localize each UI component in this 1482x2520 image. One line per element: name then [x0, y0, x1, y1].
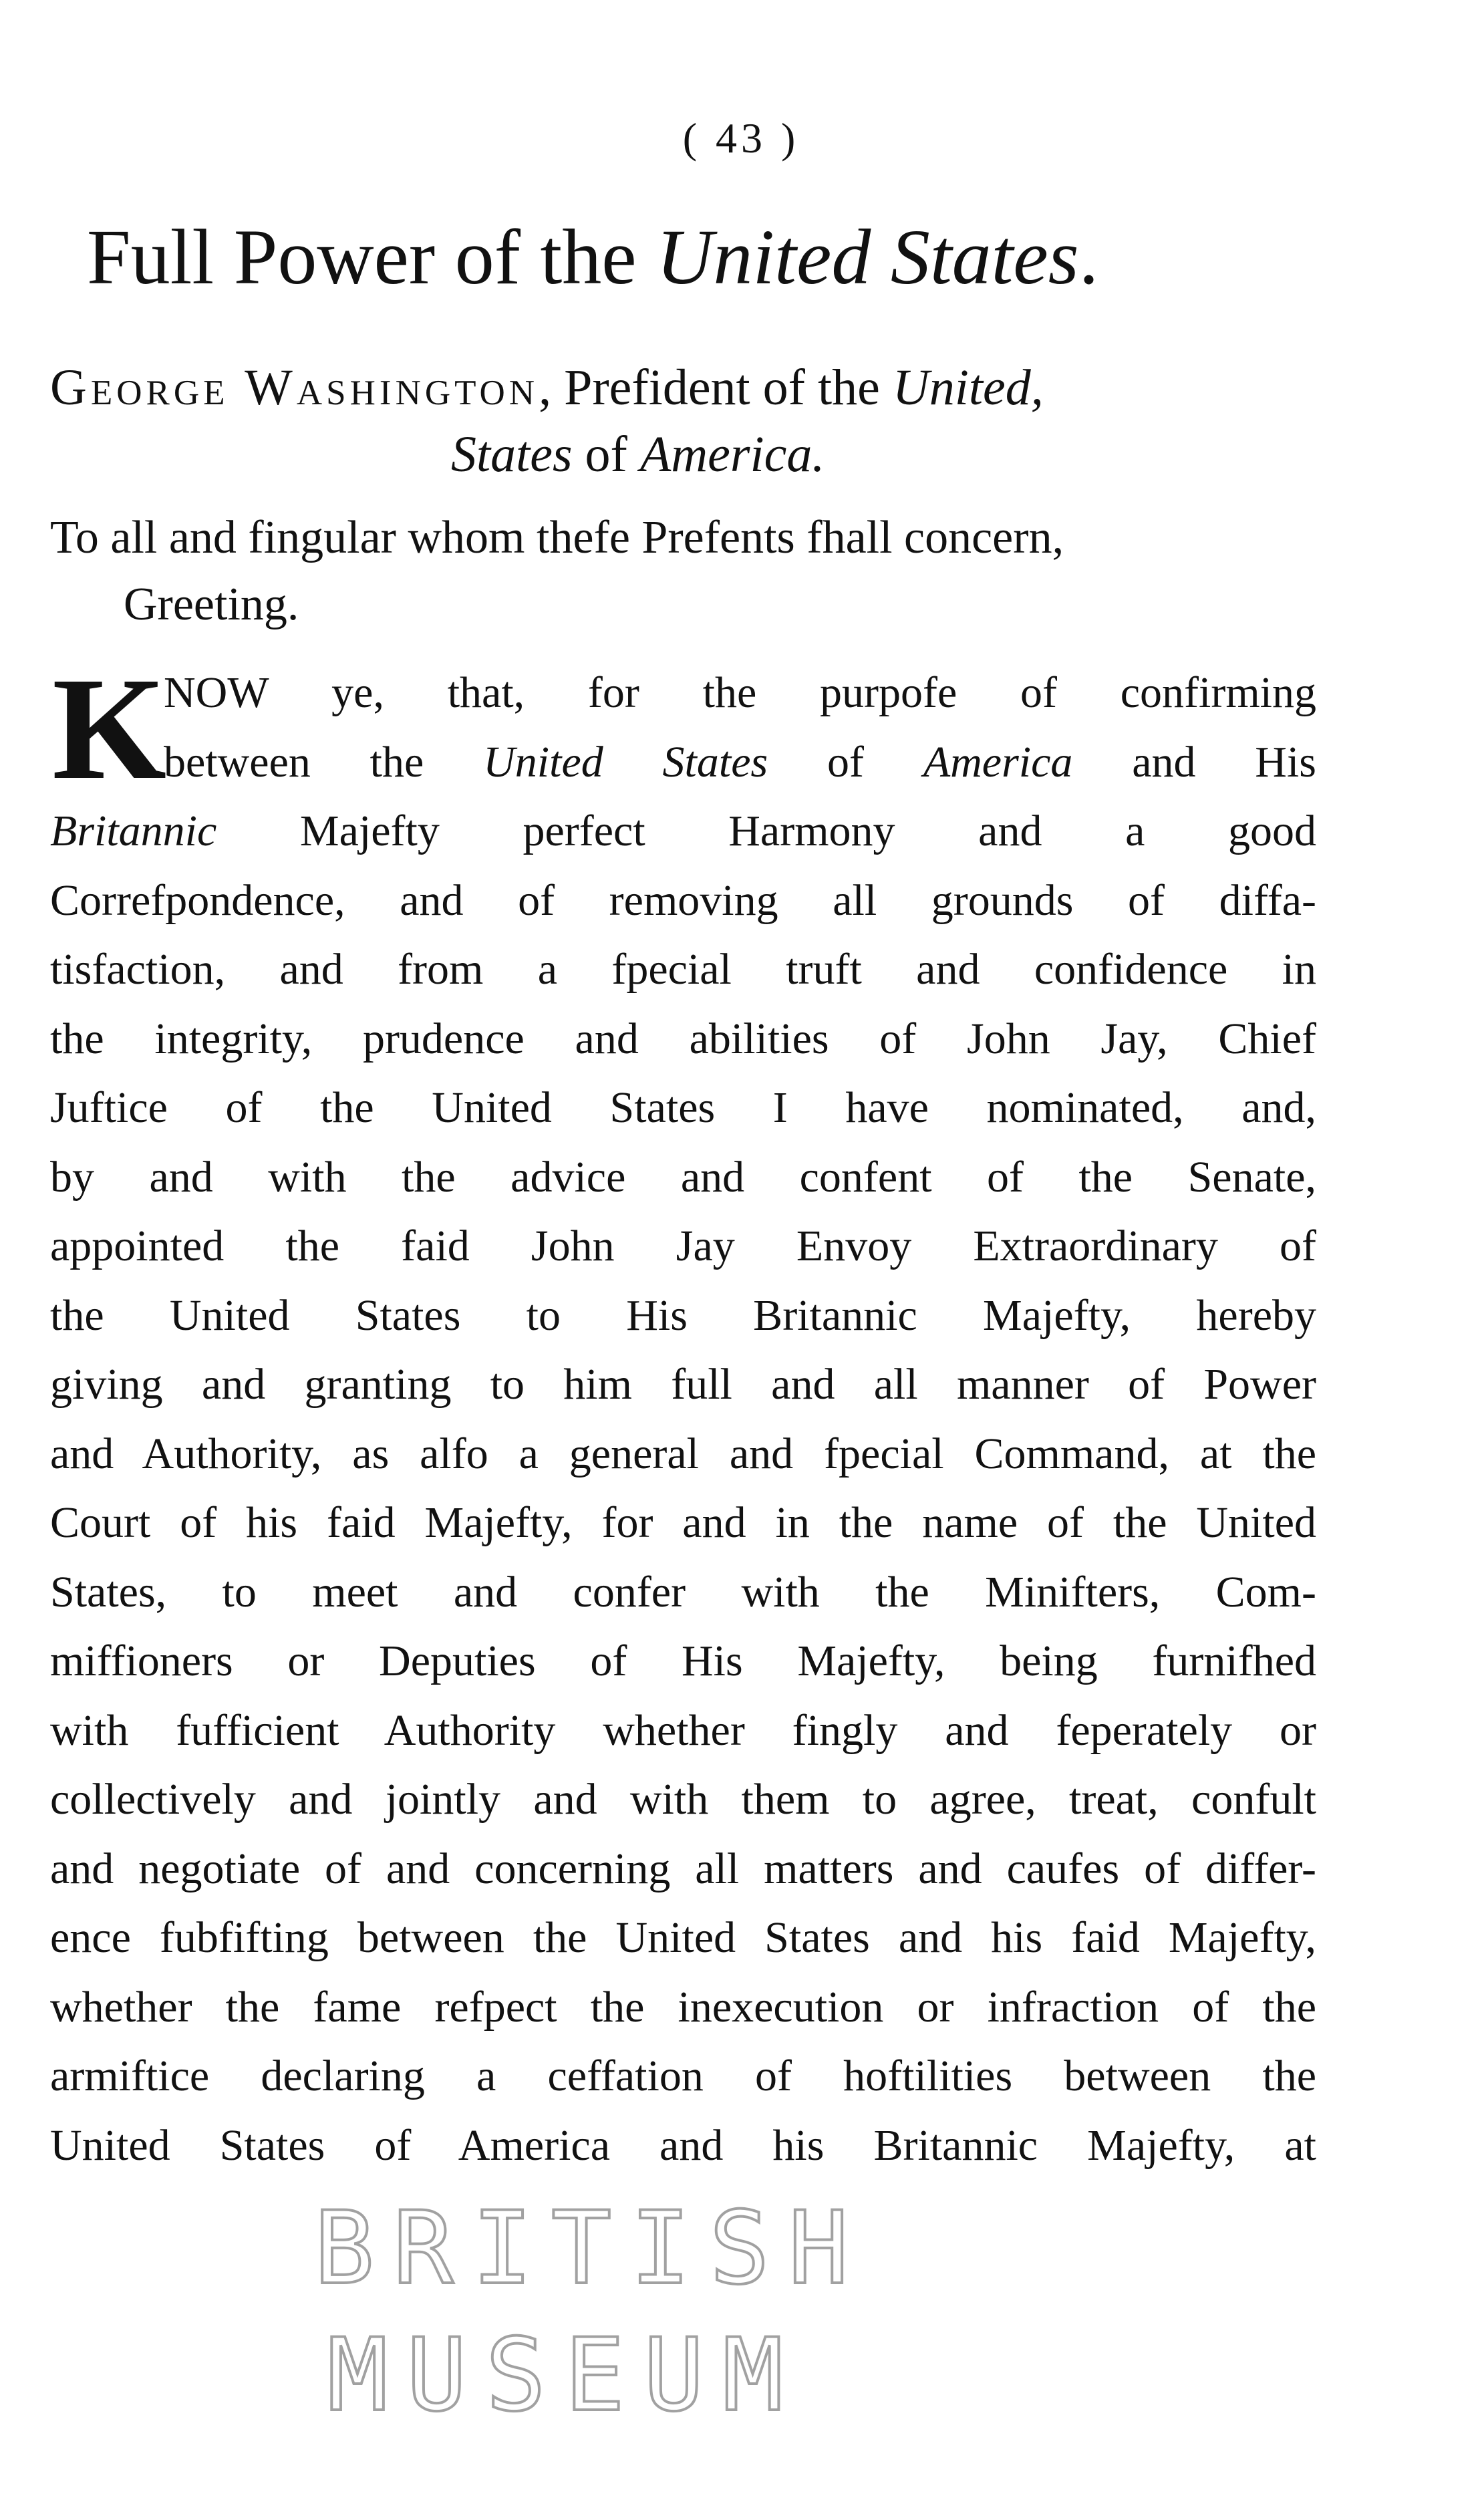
body-text-segment: ence fubfifting between the United States and his faid Majefty, [50, 1913, 1316, 1962]
body-italic-text: America [923, 737, 1073, 787]
body-line [50, 658, 1316, 728]
library-stamp [314, 2185, 1183, 2453]
body-text-segment: Court of his faid Majefty, for and in the name of the United [50, 1498, 1316, 1547]
body-line [50, 866, 1316, 936]
address-line-1: To all and fingular whom thefe Prefents fhall concern, [50, 512, 1064, 563]
body-text-segment: tisfaction, and from a fpecial truft and confidence in [50, 945, 1316, 994]
heading-states: States [451, 426, 573, 482]
stamp-row-2: MUSEUM [327, 2318, 802, 2434]
body-line [50, 1973, 1316, 2042]
stamp-row-1: BRITISH [314, 2191, 868, 2307]
body-line [50, 1212, 1316, 1281]
body-text-segment: miffioners or Deputies of His Majefty, being furnifhed [50, 1637, 1316, 1685]
body-line [50, 797, 1316, 866]
body-italic-text: United States [483, 737, 768, 787]
body-line [50, 1004, 1316, 1074]
body-text-segment: and negotiate of and concerning all matters and caufes of differ- [50, 1844, 1316, 1893]
title-prefix: Full Power of the [87, 213, 657, 301]
heading-name: George Washington [50, 360, 539, 416]
title-italic: United States [656, 213, 1079, 301]
title-suffix: . [1078, 213, 1099, 301]
body-line [50, 1281, 1316, 1351]
page-number: ( 43 ) [682, 114, 800, 162]
body-text-segment: with fufficient Authority whether fingly and feperately or [50, 1705, 1316, 1755]
body-line [50, 1627, 1316, 1696]
body-text-segment: collectively and jointly and with them to agree, treat, confult [50, 1775, 1316, 1824]
drop-cap: K [52, 647, 167, 810]
address-line-2: Greeting. [124, 579, 299, 630]
body-line [50, 1765, 1316, 1834]
body-text-segment: States, to meet and confer with the Minifters, Com- [50, 1567, 1316, 1617]
body-line [50, 935, 1316, 1004]
heading-america: America. [639, 426, 825, 482]
body-text-segment: whether the fame refpect the inexecution or infraction of the [50, 1982, 1316, 2032]
body-line [50, 1073, 1316, 1143]
body-text-segment: the United States to His Britannic Majefty, hereby [50, 1290, 1316, 1340]
page-title [87, 211, 1396, 304]
heading-of: of [572, 426, 640, 482]
body-line [50, 1903, 1316, 1973]
heading-country: United, [892, 360, 1044, 416]
body-text-segment: and His [1072, 737, 1316, 787]
body-line [50, 1558, 1316, 1627]
body-text-segment: armiftice declaring a ceffation of hoftilities between the [50, 2052, 1316, 2100]
body-text-segment: and Authority, as alfo a general and fpecial Command, at the [50, 1429, 1316, 1478]
address-salutation [50, 505, 1313, 638]
body-line [50, 1696, 1316, 1766]
body-line [50, 1834, 1316, 1904]
body-line [50, 1350, 1316, 1419]
body-line [50, 1419, 1316, 1489]
heading-line-2 [50, 421, 1320, 488]
body-text-segment: of [768, 737, 923, 787]
body-paragraph [50, 647, 1316, 2180]
body-text-segment: Majefty perfect Harmony and a good [216, 807, 1316, 855]
body-text-segment: by and with the advice and confent of the Senate, [50, 1152, 1316, 1202]
body-text-segment: the integrity, prudence and abilities of John Jay, Chief [50, 1014, 1316, 1063]
heading-office: , Prefident of the [539, 360, 893, 416]
body-line [50, 728, 1316, 797]
body-text-segment: between the [164, 737, 484, 787]
body-text-segment: United States of America and his Britannic Majefty, at [50, 2120, 1316, 2170]
body-text-segment: Correfpondence, and of removing all grounds of diffa- [50, 875, 1316, 925]
body-line [50, 1143, 1316, 1212]
body-text-segment: NOW ye, that, for the purpofe of confirming [164, 668, 1316, 717]
body-line [50, 2042, 1316, 2111]
document-heading [50, 354, 1320, 488]
body-line [50, 2111, 1316, 2181]
body-italic-text: Britannic [50, 807, 217, 855]
body-line [50, 1488, 1316, 1558]
body-text-segment: Juftice of the United States I have nominated, and, [50, 1083, 1316, 1132]
body-text-segment: appointed the faid John Jay Envoy Extraordinary of [50, 1222, 1316, 1270]
body-text-segment: giving and granting to him full and all manner of Power [50, 1360, 1316, 1409]
